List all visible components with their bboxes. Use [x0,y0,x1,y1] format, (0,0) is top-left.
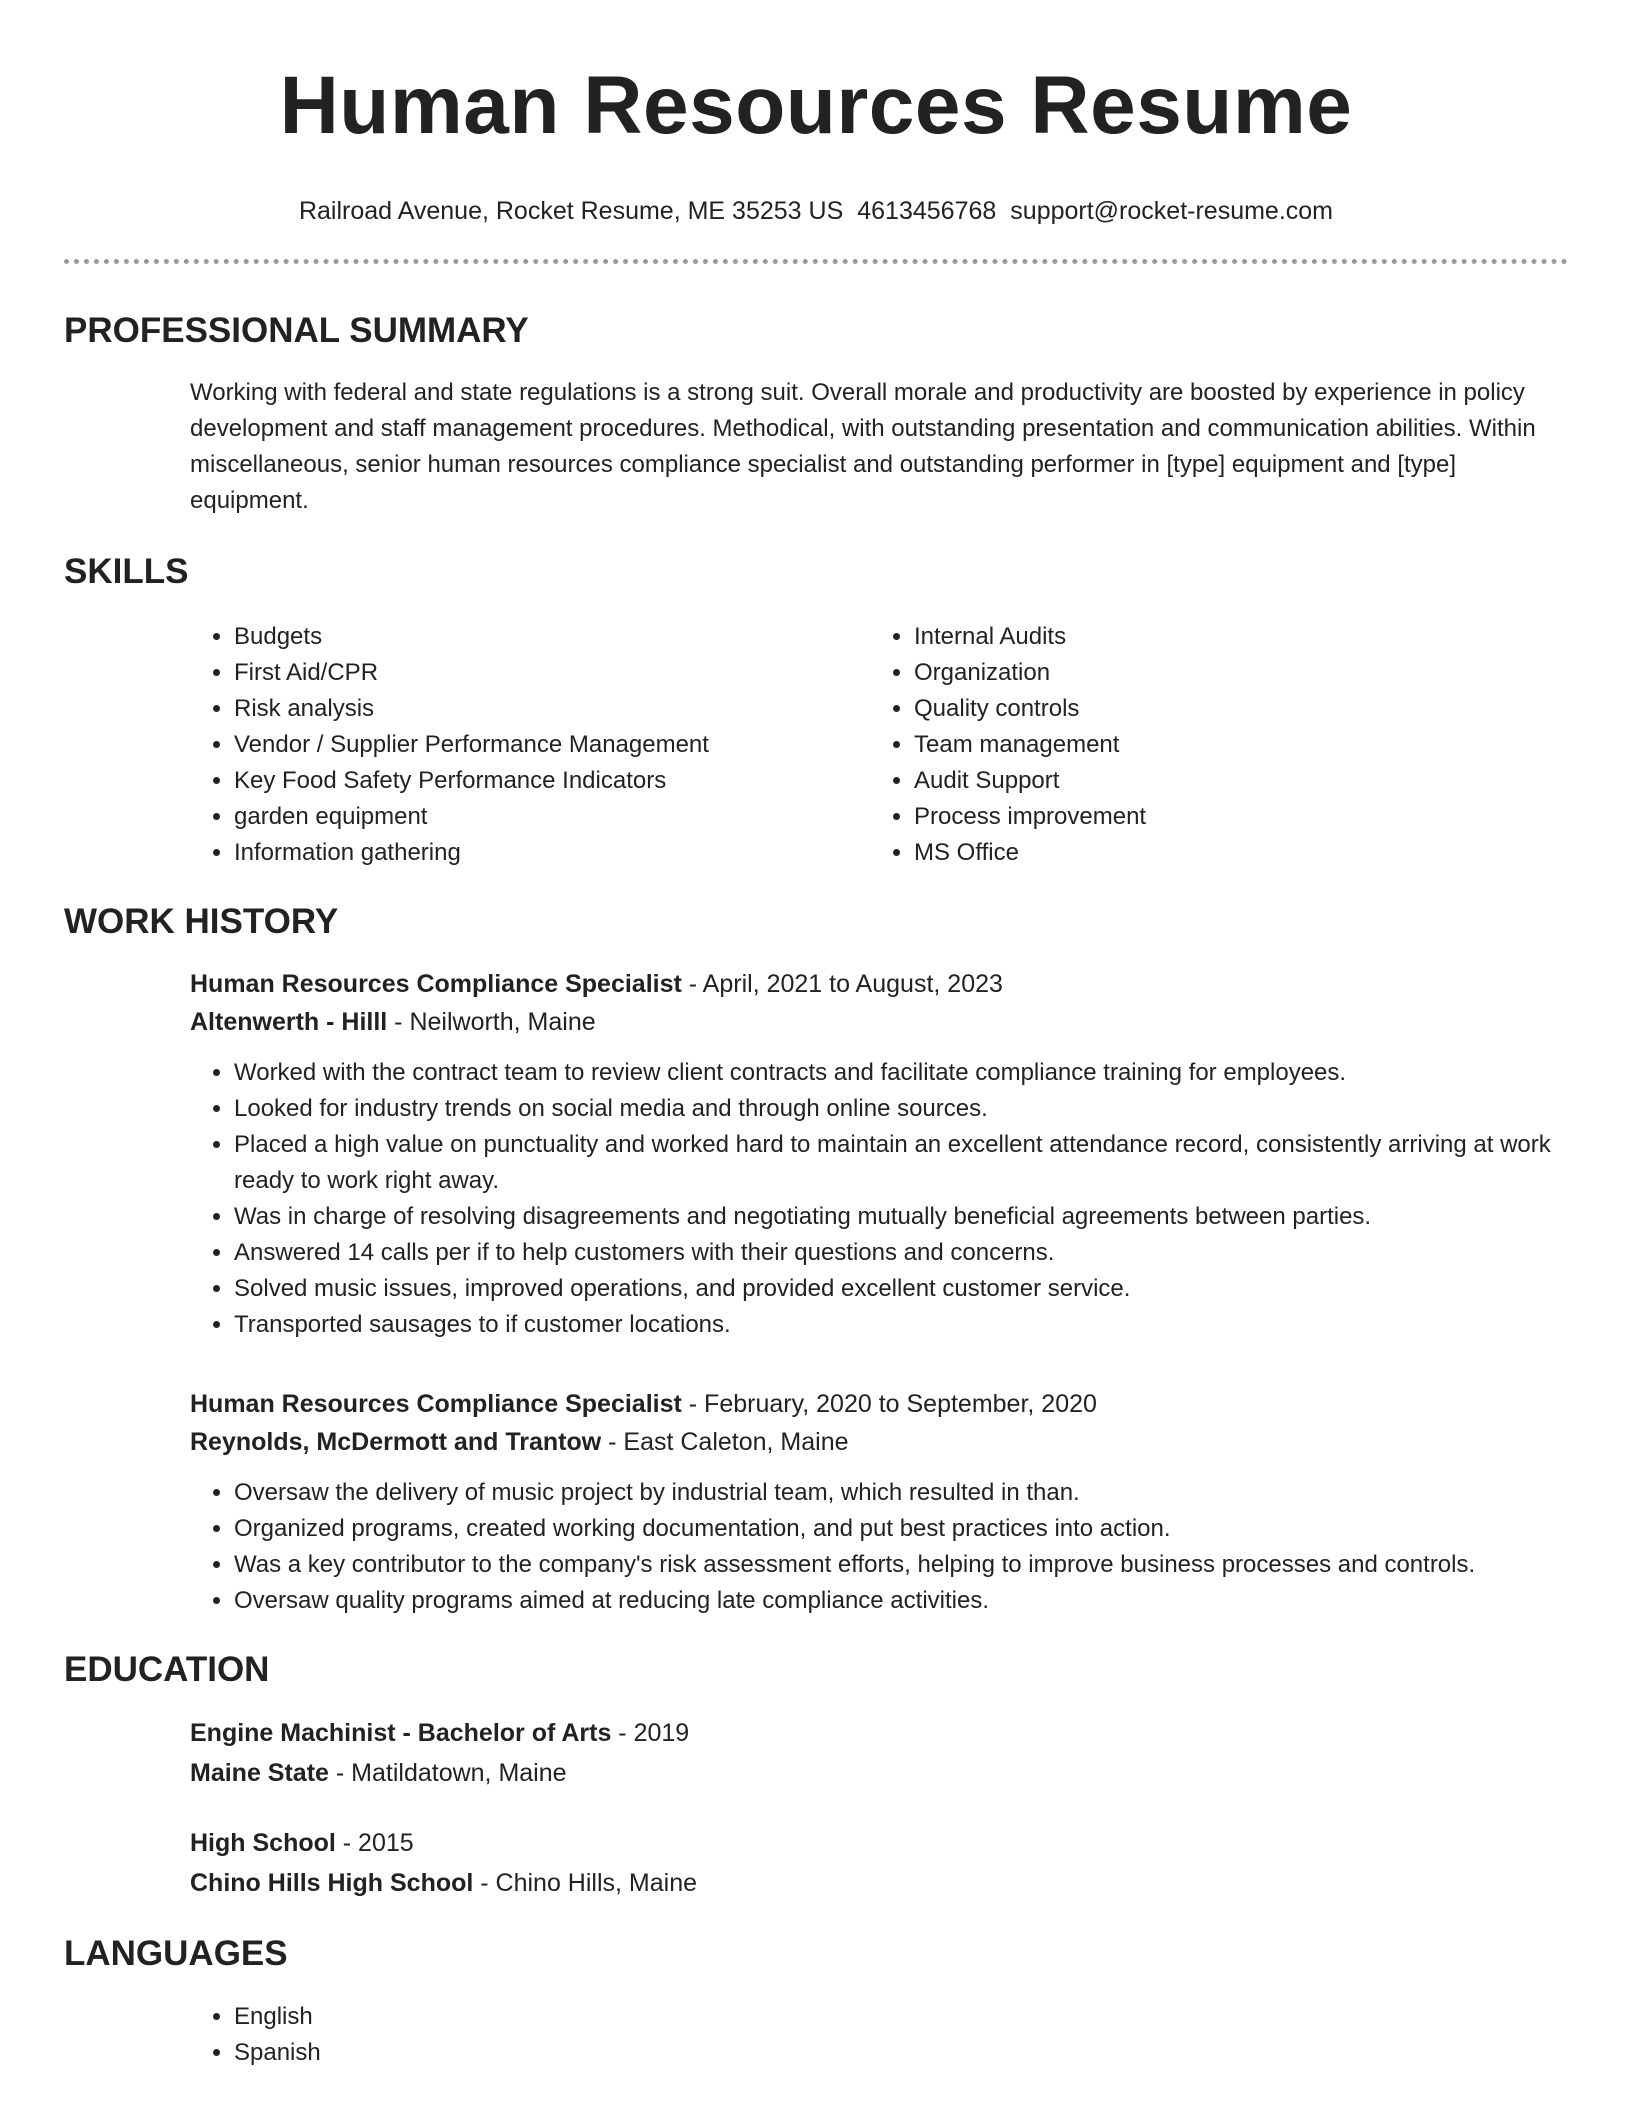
job-bullet: • Organized programs, created working documentation, and put best practices into action. [234,1511,1568,1547]
education-degree: Engine Machinist - Bachelor of Arts [190,1719,612,1747]
job-bullet: • Oversaw the delivery of music project by industrial team, which resulted in than. [234,1475,1568,1511]
job-company-line [190,1003,1568,1041]
skill-item: • MS Office [914,835,1550,871]
education-location: - Chino Hills, Maine [473,1869,698,1897]
job-role: Human Resources Compliance Specialist [190,970,682,998]
education-school: Maine State [190,1759,329,1787]
education-school-line [190,1863,1568,1903]
job-bullet: • Was in charge of resolving disagreements and negotiating mutually beneficial agreements between parties. [234,1199,1568,1235]
job-title-line [190,1385,1568,1423]
skills-column-right [870,619,1550,871]
skill-item: • Process improvement [914,799,1550,835]
section-title-education: EDUCATION [64,1650,270,1689]
contact-line [64,196,1568,226]
skill-item: • Risk analysis [234,691,870,727]
skill-item: • garden equipment [234,799,870,835]
contact-phone: 4613456768 [857,197,997,225]
section-title-skills: SKILLS [64,552,189,591]
education-year: - 2015 [335,1829,414,1857]
language-item: • Spanish [234,2035,1568,2071]
skill-item: • Team management [914,727,1550,763]
skill-item: • Quality controls [914,691,1550,727]
skill-item: • Organization [914,655,1550,691]
job-bullet: • Was a key contributor to the company's risk assessment efforts, helping to improve business processes and controls. [234,1547,1568,1583]
job-title-line [190,965,1568,1003]
skill-item: • Audit Support [914,763,1550,799]
education-degree: High School [190,1829,336,1857]
education-year: - 2019 [611,1719,690,1747]
job-role: Human Resources Compliance Specialist [190,1390,682,1418]
skills-list [190,619,1568,871]
education-school: Chino Hills High School [190,1869,474,1897]
skill-item: • Information gathering [234,835,870,871]
skill-item: • Internal Audits [914,619,1550,655]
job-bullets [190,1055,1568,1343]
resume-name: Human Resources Resume [279,60,1353,151]
education-degree-line [190,1823,1568,1863]
job-company-line [190,1423,1568,1461]
education-location: - Matildatown, Maine [328,1759,567,1787]
education-degree-line [190,1713,1568,1753]
languages-list [190,1999,1568,2071]
skill-item: • Budgets [234,619,870,655]
job-entry [190,1385,1568,1619]
section-title-languages: LANGUAGES [64,1934,288,1973]
job-dates: - April, 2021 to August, 2023 [681,970,1003,998]
job-bullet: • Transported sausages to if customer locations. [234,1307,1568,1343]
education-entry [190,1713,1568,1793]
skill-item: • Vendor / Supplier Performance Management [234,727,870,763]
job-bullet: • Worked with the contract team to review client contracts and facilitate compliance training for employees. [234,1055,1568,1091]
skill-item: • Key Food Safety Performance Indicators [234,763,870,799]
summary-text: Working with federal and state regulations is a strong suit. Overall morale and productivity are boosted by experience in policy development and staff management procedures. Methodical, with outstanding presentation and communication abilities. Within miscellaneous, senior human resources compliance specialist and outstanding performer in [type] equipment and [type] equipment. [190,379,1536,514]
language-item: • English [234,1999,1568,2035]
job-dates: - February, 2020 to September, 2020 [681,1390,1097,1418]
job-bullet: • Answered 14 calls per if to help customers with their questions and concerns. [234,1235,1568,1271]
job-bullet: • Solved music issues, improved operations, and provided excellent customer service. [234,1271,1568,1307]
skills-column-left [190,619,870,871]
education-school-line [190,1753,1568,1793]
contact-email: support@rocket-resume.com [1010,197,1334,225]
job-company: Altenwerth - Hilll [190,1008,388,1036]
job-bullets [190,1475,1568,1619]
section-title-summary: PROFESSIONAL SUMMARY [64,311,529,350]
job-bullet: • Looked for industry trends on social media and through online sources. [234,1091,1568,1127]
contact-address: Railroad Avenue, Rocket Resume, ME 35253 US [298,197,844,225]
job-company: Reynolds, McDermott and Trantow [190,1428,602,1456]
section-title-work-history: WORK HISTORY [64,902,339,941]
job-bullet: • Placed a high value on punctuality and worked hard to maintain an excellent attendance record, consistently arriving at work ready to work right away. [234,1127,1568,1199]
skill-item: • First Aid/CPR [234,655,870,691]
job-location: - Neilworth, Maine [387,1008,596,1036]
education-entry [190,1823,1568,1903]
header-divider [64,259,1568,264]
job-location: - East Caleton, Maine [601,1428,849,1456]
job-bullet: • Oversaw quality programs aimed at reducing late compliance activities. [234,1583,1568,1619]
job-entry [190,965,1568,1343]
